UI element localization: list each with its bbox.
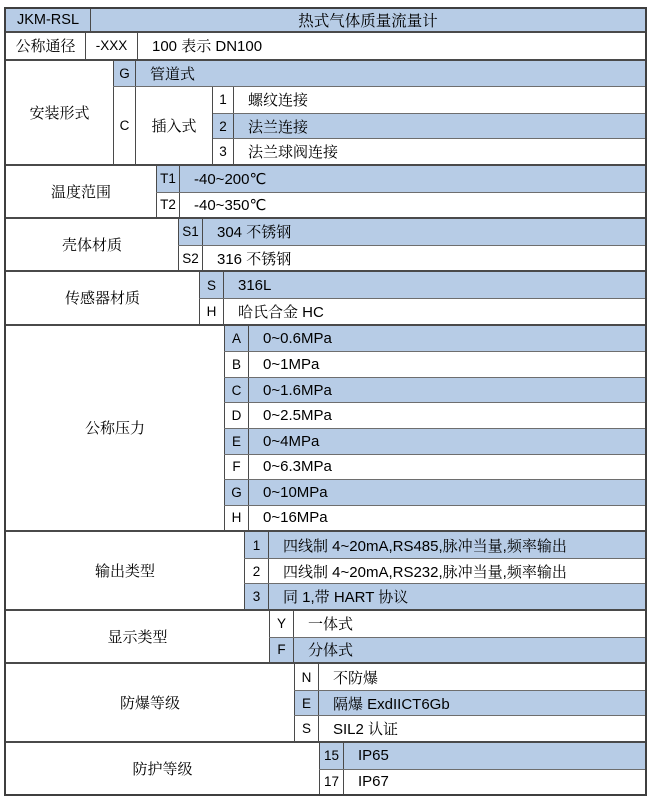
option-value: IP67	[358, 773, 389, 791]
option-value: 100 表示 DN100	[152, 38, 263, 56]
section-label: 温度范围	[6, 166, 156, 217]
option-value: 0~2.5MPa	[263, 407, 332, 425]
option-value: 不防爆	[333, 669, 379, 687]
option-value: 0~4MPa	[263, 432, 320, 450]
table-row	[294, 715, 645, 741]
option-code: T1	[156, 166, 180, 192]
option-code: E	[224, 429, 249, 454]
option-value: 法兰球阀连接	[248, 144, 339, 162]
option-code: H	[199, 299, 224, 324]
option-code: C	[113, 87, 136, 164]
table-row	[224, 454, 645, 480]
option-code: T2	[156, 193, 180, 218]
table-row	[244, 583, 645, 609]
section-output-type	[6, 530, 645, 609]
section-label: 公称压力	[6, 326, 224, 531]
table-row	[213, 113, 645, 139]
table-row	[199, 298, 645, 324]
option-value: -40~350℃	[194, 196, 267, 214]
option-value: -40~200℃	[194, 170, 267, 188]
option-value: 0~1MPa	[263, 355, 320, 373]
table-row	[156, 166, 645, 192]
table-row	[85, 33, 645, 59]
section-label: 壳体材质	[6, 219, 178, 270]
option-value: 0~16MPa	[263, 509, 328, 527]
table-row	[224, 377, 645, 403]
section-protection-rating	[6, 741, 645, 794]
option-code: -XXX	[85, 33, 138, 59]
option-code: N	[294, 664, 319, 690]
table-row	[213, 138, 645, 164]
option-code: G	[224, 480, 249, 505]
option-code: 3	[213, 139, 234, 164]
option-code: 17	[319, 770, 344, 795]
option-code: 1	[244, 532, 269, 558]
option-code: A	[224, 326, 249, 352]
option-value: SIL2 认证	[333, 721, 399, 739]
option-value: 法兰连接	[248, 118, 309, 136]
section-label: 显示类型	[6, 611, 269, 662]
option-code: S1	[178, 219, 203, 245]
table-row	[156, 192, 645, 218]
option-value: IP65	[358, 747, 389, 765]
section-temperature-range	[6, 164, 645, 217]
section-display-type	[6, 609, 645, 662]
option-code: G	[113, 61, 136, 87]
option-value: 哈氏合金 HC	[238, 303, 324, 321]
table-row	[269, 637, 645, 663]
section-label: 安装形式	[6, 61, 113, 164]
option-code: C	[224, 378, 249, 403]
table-row	[244, 532, 645, 558]
table-row	[113, 61, 645, 87]
option-value: 0~0.6MPa	[263, 329, 332, 347]
table-row	[224, 326, 645, 352]
option-code: S	[199, 272, 224, 298]
table-row	[294, 664, 645, 690]
section-housing-material	[6, 217, 645, 270]
section-installation	[6, 59, 645, 164]
option-value: 四线制 4~20mA,RS232,脉冲当量,频率输出	[283, 563, 567, 581]
option-code: D	[224, 403, 249, 428]
option-code: B	[224, 352, 249, 377]
section-label: 防护等级	[6, 743, 319, 794]
option-value: 同 1,带 HART 协议	[283, 589, 409, 607]
option-value: 0~1.6MPa	[263, 381, 332, 399]
table-row	[224, 351, 645, 377]
option-code: 2	[213, 114, 234, 139]
option-value: 分体式	[308, 642, 354, 660]
option-code: H	[224, 506, 249, 531]
section-nominal-pressure	[6, 324, 645, 531]
section-label: 防爆等级	[6, 664, 294, 741]
table-row	[269, 611, 645, 637]
section-explosion-proof	[6, 662, 645, 741]
table-row	[319, 769, 645, 795]
option-code: Y	[269, 611, 294, 637]
sub-label: 插入式	[136, 87, 213, 164]
option-code: 1	[213, 87, 234, 113]
option-value: 四线制 4~20mA,RS485,脉冲当量,频率输出	[283, 537, 567, 555]
table-row	[213, 87, 645, 113]
table-row	[199, 272, 645, 298]
option-code: F	[224, 455, 249, 480]
option-value: 隔爆 ExdIICT6Gb	[333, 695, 450, 713]
option-code: 2	[244, 559, 269, 584]
option-code: S2	[178, 246, 203, 271]
option-value: 316 不锈钢	[217, 250, 292, 268]
table-row	[178, 245, 645, 271]
section-nominal-diameter	[6, 31, 645, 59]
table-row	[244, 558, 645, 584]
section-label: 传感器材质	[6, 272, 199, 323]
spec-selection-table	[4, 7, 647, 796]
option-value: 0~6.3MPa	[263, 458, 332, 476]
option-value: 一体式	[308, 616, 354, 634]
table-row	[224, 505, 645, 531]
table-row	[294, 690, 645, 716]
table-row	[178, 219, 645, 245]
option-value: 螺纹连接	[248, 92, 309, 110]
option-value: 管道式	[150, 65, 196, 83]
page-title: 热式气体质量流量计	[90, 9, 645, 31]
option-code: 3	[244, 584, 269, 609]
header-row	[6, 9, 645, 31]
section-label: 输出类型	[6, 532, 244, 609]
section-label: 公称通径	[6, 33, 85, 59]
section-sensor-material	[6, 270, 645, 323]
table-row	[224, 428, 645, 454]
option-value: 316L	[238, 276, 272, 294]
model-code: JKM-RSL	[6, 9, 90, 31]
option-value: 0~10MPa	[263, 483, 328, 501]
table-row	[224, 479, 645, 505]
option-code: S	[294, 716, 319, 741]
insertion-subsection	[113, 86, 645, 164]
option-code: E	[294, 691, 319, 716]
table-row	[319, 743, 645, 769]
option-code: 15	[319, 743, 344, 769]
option-code: F	[269, 638, 294, 663]
option-value: 304 不锈钢	[217, 224, 292, 242]
table-row	[224, 402, 645, 428]
